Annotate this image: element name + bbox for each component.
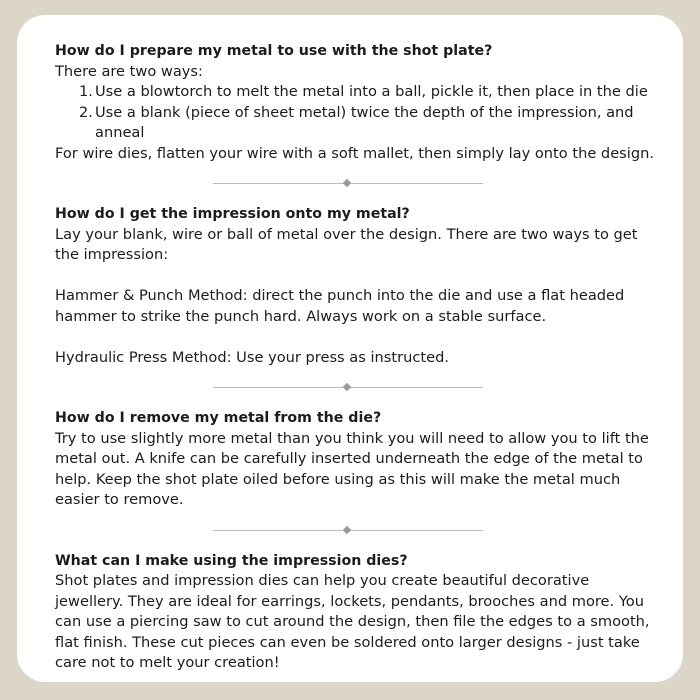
diamond-icon	[343, 525, 351, 533]
step-text: Use a blank (piece of sheet metal) twice the depth of the impression, and anneal	[95, 103, 634, 141]
list-item	[79, 103, 657, 144]
faq-question: How do I get the impression onto my metal?	[55, 206, 410, 222]
faq-answer-intro: There are two ways:	[55, 62, 203, 80]
faq-section-prepare	[55, 41, 657, 164]
faq-section-remove	[55, 408, 657, 511]
faq-question: How do I remove my metal from the die?	[55, 410, 382, 426]
faq-section-make	[55, 551, 657, 674]
faq-answer-paragraph: Hammer & Punch Method: direct the punch into the die and use a flat headed hammer to strike the punch hard. Always work on a stable surface.	[55, 287, 625, 325]
faq-answer-outro: For wire dies, flatten your wire with a soft mallet, then simply lay onto the design.	[55, 144, 654, 162]
diamond-icon	[343, 179, 351, 187]
faq-answer-paragraph: Lay your blank, wire or ball of metal over the design. There are two ways to get the impression:	[55, 225, 638, 263]
faq-answer-paragraph: Try to use slightly more metal than you think you will need to allow you to lift the metal out. A knife can be carefully inserted underneath the edge of the metal to help. Keep the shot plate oiled before using as this will make the metal much easier to remove.	[55, 429, 649, 508]
faq-question: How do I prepare my metal to use with the shot plate?	[55, 43, 493, 59]
faq-section-impression	[55, 204, 657, 368]
step-text: Use a blowtorch to melt the metal into a ball, pickle it, then place in the die	[95, 83, 648, 100]
step-number: 1.	[79, 83, 93, 100]
faq-question: What can I make using the impression dies?	[55, 552, 408, 569]
section-divider	[55, 511, 657, 551]
faq-answer-paragraph: Hydraulic Press Method: Use your press as instructed.	[55, 348, 449, 366]
section-divider	[55, 368, 657, 408]
faq-answer-paragraph: Shot plates and impression dies can help you create beautiful decorative jewellery. They are ideal for earrings, lockets, pendants, brooches and more. You can use a piercing saw to cut around the design, then file the edges to a smooth, flat finish. These cut pieces can even be soldered onto larger designs - just take care not to melt your creation!	[55, 572, 650, 671]
step-number: 2.	[79, 103, 93, 121]
steps-list	[55, 82, 657, 144]
faq-card	[17, 15, 683, 682]
diamond-icon	[343, 383, 351, 391]
section-divider	[55, 164, 657, 204]
list-item	[79, 82, 657, 103]
